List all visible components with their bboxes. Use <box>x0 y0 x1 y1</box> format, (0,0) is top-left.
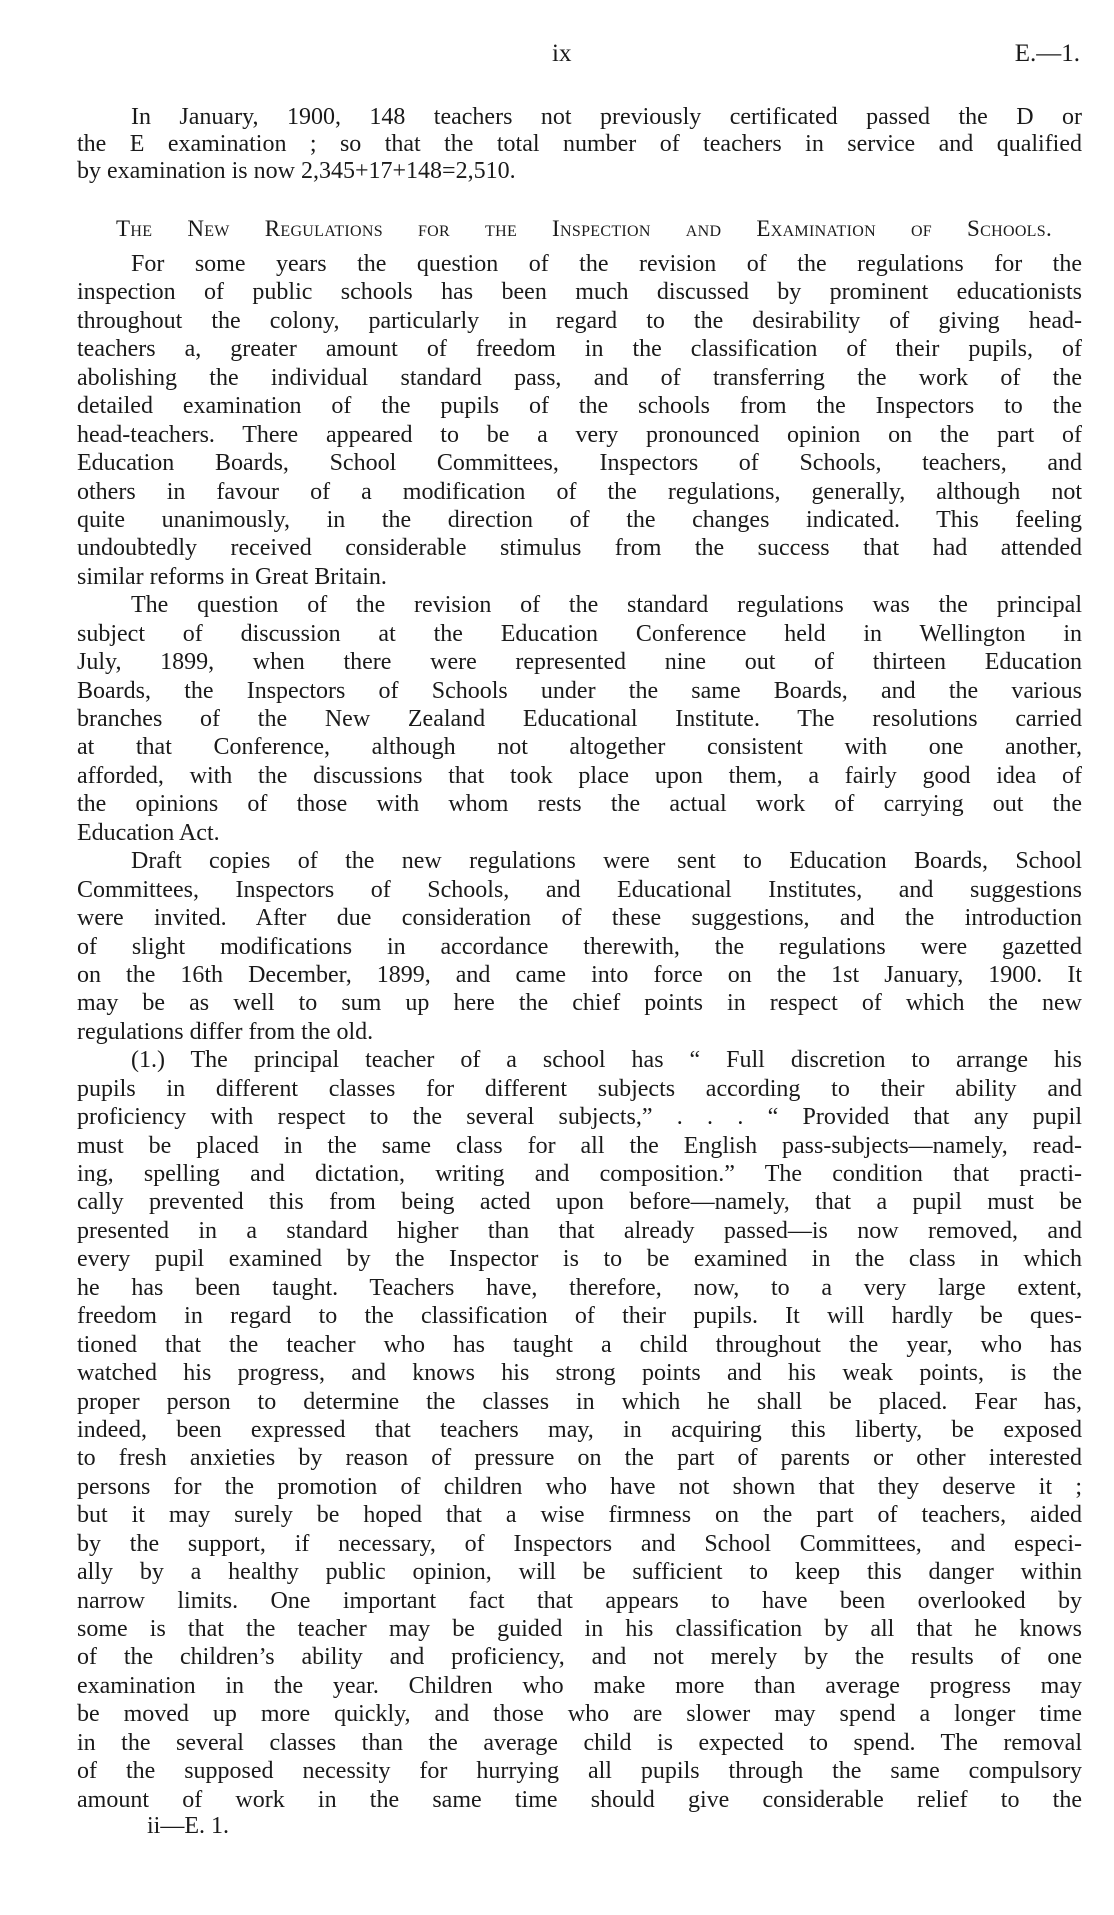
text-line: July, 1899, when there were represented nine out of thirteen Education <box>77 649 1082 676</box>
text-line: freedom in regard to the classification of their pupils. It will hardly be ques- <box>77 1303 1082 1330</box>
text-line: by the support, if necessary, of Inspectors and School Committees, and especi- <box>77 1530 1082 1557</box>
text-line: regulations differ from the old. <box>77 1018 374 1045</box>
section-heading: The New Regulations for the Inspection and Examination of Schools. <box>116 216 1052 241</box>
text-line: subject of discussion at the Education Conference held in Wellington in <box>77 620 1082 647</box>
paragraph <box>77 847 1082 1046</box>
page-number: ix <box>552 40 572 67</box>
text-line: Committees, Inspectors of Schools, and Educational Institutes, and suggestions <box>77 876 1082 903</box>
text-line: must be placed in the same class for all the English pass-subjects—namely, read- <box>77 1132 1082 1159</box>
text-line: watched his progress, and knows his strong points and his weak points, is the <box>77 1360 1082 1387</box>
text-line: undoubtedly received considerable stimulus from the success that had attended <box>77 535 1082 562</box>
text-line: proper person to determine the classes in which he shall be placed. Fear has, <box>77 1388 1082 1415</box>
text-line: proficiency with respect to the several subjects,” . . . “ Provided that any pupil <box>77 1104 1082 1131</box>
document-reference: E.—1. <box>1014 40 1080 67</box>
text-line: examination in the year. Children who make more than average progress may <box>77 1672 1082 1699</box>
text-line: on the 16th December, 1899, and came into force on the 1st January, 1900. It <box>77 961 1082 988</box>
text-line: head-teachers. There appeared to be a very pronounced opinion on the part of <box>77 421 1082 448</box>
text-line: may be as well to sum up here the chief points in respect of which the new <box>77 990 1082 1017</box>
text-line: detailed examination of the pupils of the schools from the Inspectors to the <box>77 393 1082 420</box>
text-line: in the several classes than the average child is expected to spend. The removal <box>77 1729 1082 1756</box>
text-line: ally by a healthy public opinion, will be sufficient to keep this danger within <box>77 1559 1082 1586</box>
text-line: but it may surely be hoped that a wise firmness on the part of teachers, aided <box>77 1502 1082 1529</box>
text-line: of the children’s ability and proficiency, and not merely by the results of one <box>77 1644 1082 1671</box>
text-line: teachers a, greater amount of freedom in the classification of their pupils, of <box>77 336 1082 363</box>
text-line: by examination is now 2,345+17+148=2,510. <box>77 158 516 184</box>
signature-mark: ii—E. 1. <box>147 1813 229 1839</box>
paragraph <box>77 591 1082 847</box>
text-line: cally prevented this from being acted upon before—namely, that a pupil must be <box>77 1189 1082 1216</box>
text-line: In January, 1900, 148 teachers not previously certificated passed the D or <box>131 104 1082 130</box>
text-line: Draft copies of the new regulations were sent to Education Boards, School <box>131 848 1082 875</box>
text-line: The question of the revision of the standard regulations was the principal <box>131 592 1082 619</box>
text-line: some is that the teacher may be guided in his classification by all that he knows <box>77 1616 1082 1642</box>
text-line: inspection of public schools has been much discussed by prominent educationists <box>77 279 1082 306</box>
text-line: abolishing the individual standard pass, and of transferring the work of the <box>77 364 1082 391</box>
text-line: of the supposed necessity for hurrying all pupils through the same compulsory <box>77 1758 1082 1785</box>
text-line: Boards, the Inspectors of Schools under the same Boards, and the various <box>77 677 1082 704</box>
text-line: persons for the promotion of children who have not shown that they deserve it ; <box>77 1473 1082 1500</box>
text-line: to fresh anxieties by reason of pressure on the part of parents or other interested <box>77 1445 1082 1472</box>
text-line: were invited. After due consideration of these suggestions, and the introduction <box>77 905 1082 932</box>
paragraph <box>77 250 1082 591</box>
text-line: similar reforms in Great Britain. <box>77 563 387 590</box>
text-line: the E examination ; so that the total number of teachers in service and qualified <box>77 131 1082 157</box>
text-line: of slight modifications in accordance therewith, the regulations were gazetted <box>77 933 1082 960</box>
text-line: Education Act. <box>77 819 220 846</box>
text-line: quite unanimously, in the direction of the changes indicated. This feeling <box>77 506 1082 533</box>
text-line: Education Boards, School Committees, Inspectors of Schools, teachers, and <box>77 450 1082 477</box>
paragraph <box>77 1046 1082 1814</box>
text-line: be moved up more quickly, and those who are slower may spend a longer time <box>77 1701 1082 1728</box>
intro-paragraph <box>77 104 1082 185</box>
text-line: the opinions of those with whom rests the actual work of carrying out the <box>77 791 1082 818</box>
text-line: afforded, with the discussions that took place upon them, a fairly good idea of <box>77 762 1082 789</box>
text-line: indeed, been expressed that teachers may, in acquiring this liberty, be exposed <box>77 1416 1082 1443</box>
text-line: tioned that the teacher who has taught a child throughout the year, who has <box>77 1331 1082 1358</box>
text-line: he has been taught. Teachers have, therefore, now, to a very large extent, <box>77 1274 1082 1301</box>
text-line: (1.) The principal teacher of a school has “ Full discretion to arrange his <box>131 1047 1082 1074</box>
text-line: amount of work in the same time should give considerable relief to the <box>77 1786 1082 1813</box>
text-line: pupils in different classes for different subjects according to their ability and <box>77 1075 1082 1102</box>
body-text <box>77 250 1082 1814</box>
text-line: every pupil examined by the Inspector is to be examined in the class in which <box>77 1246 1082 1273</box>
text-line: narrow limits. One important fact that appears to have been overlooked by <box>77 1587 1082 1614</box>
text-line: throughout the colony, particularly in regard to the desirability of giving head- <box>77 307 1082 334</box>
text-line: at that Conference, although not altogether consistent with one another, <box>77 734 1082 761</box>
text-line: others in favour of a modification of the regulations, generally, although not <box>77 478 1082 505</box>
text-line: For some years the question of the revision of the regulations for the <box>131 251 1082 277</box>
text-line: branches of the New Zealand Educational Institute. The resolutions carried <box>77 706 1082 732</box>
text-line: ing, spelling and dictation, writing and composition.” The condition that practi- <box>77 1161 1082 1187</box>
text-line: presented in a standard higher than that already passed—is now removed, and <box>77 1217 1082 1244</box>
